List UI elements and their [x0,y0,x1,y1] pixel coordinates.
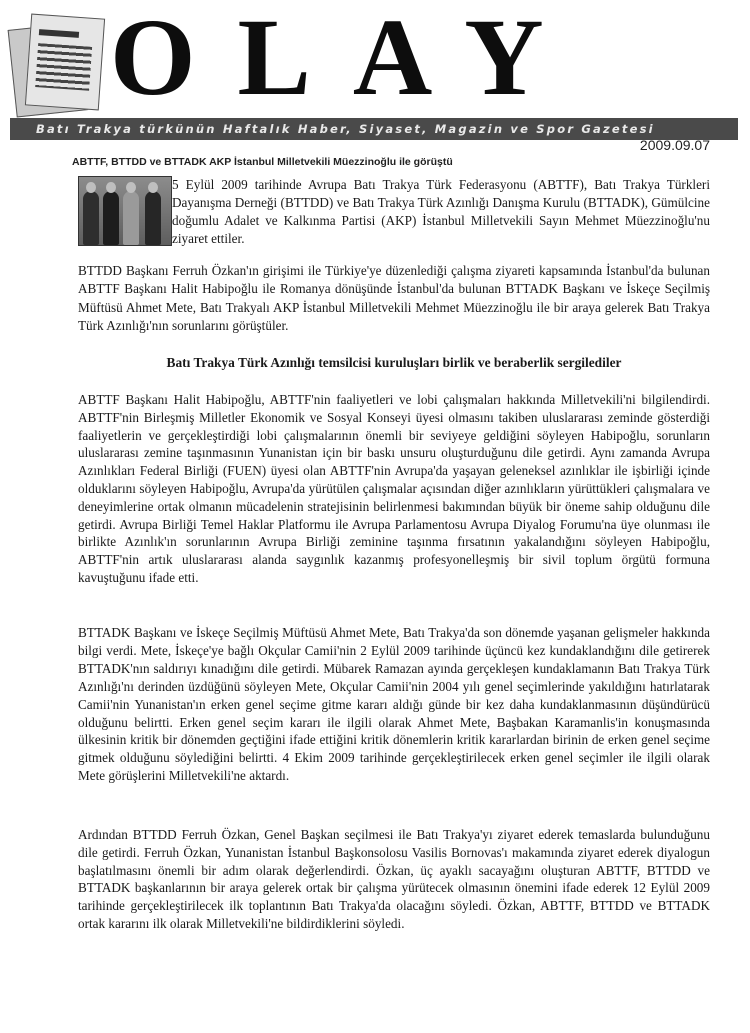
article-subheading: Batı Trakya Türk Azınlığı temsilcisi kuruluşları birlik ve beraberlik sergilediler [166,355,622,370]
publication-date: 2009.09.07 [639,137,710,153]
photo-person [103,191,119,245]
photo-person [123,191,139,245]
article-photo [78,176,172,246]
article-paragraph-3: BTTADK Başkanı ve İskeçe Seçilmiş Müftüsü Ahmet Mete, Batı Trakya'da son dönemde yaşanan gelişmeler hakkında bilgi verdi. Mete, İskeçe'ye bağlı Okçular Camii'nin 2 Eylül 2009 tarihinde üçüncü kez kundaklandığını dile getirerek BTTADK'nın saldırıyı kınadığını dile getirdi. Mübarek Ramazan ayında gerçekleşen kundaklamanın Batı Trakya Türk Azınlığı'nı derinden üzdüğünü söyleyen Mete, Okçular Camii'nin 2004 yılı genel seçimlerinde yakıldığını hatırlatarak Camii'nin Yunanistan'ın erken genel seçime gitme kararı aldığı günde bir kez daha kundaklanmasının düşündürücü olduğunu belirtti. Erken genel seçim kararı ile ilgili olarak Ahmet Mete, Başbakan Karamanlis'in konuşmasında ülkesinin kritik bir dönemden geçtiğini ifade ettiğini kritik dönemlerin kritik kararlardan birinin de erken genel seçime gitmek olduğunu söylediğini belirtti. 4 Ekim 2009 tarihinde gerçekleştirilecek erken genel seçimler ile ilgili olarak Mete görüşlerini Milletvekili'ne aktardı. [78,625,710,784]
article-paragraph-1: BTTDD Başkanı Ferruh Özkan'ın girişimi ile Türkiye'ye düzenlediği çalışma ziyareti kapsamında İstanbul'da bulunan ABTTF Başkanı Halit Habipoğlu ile Romanya dönüşünde İstanbul'da bulunan BTTADK Başkanı ve İskeçe Seçilmiş Müftüsü Ahmet Mete, Batı Trakyalı AKP İstanbul Milletvekili Mehmet Müezzinoğlu ile bir araya gelerek Batı Trakya Türk Azınlığı'nın sorunlarını görüştüler. [78,263,710,333]
photo-person [145,191,161,245]
photo-person [83,191,99,245]
magazine-stack-image [10,12,106,112]
article-headline: ABTTF, BTTDD ve BTTADK AKP İstanbul Milletvekili Müezzinoğlu ile görüştü [72,156,453,168]
magazine-cover-front [25,14,105,111]
article-paragraph-4: Ardından BTTDD Ferruh Özkan, Genel Başkan seçilmesi ile Batı Trakya'yı ziyaret ederek temaslarda bulunduğunu dile getirdi. Ferruh Özkan, Yunanistan İstanbul Başkonsolosu Vasilis Bornovas'ı makamında ziyaret ederek diyalogun başlatılmasını önemli bir adım olarak değerlendirdi. Özkan, üç ayaklı sacayağını oluşturan ABTTF, BTTDD ve BTTADK başkanlarının bir araya gelerek ortak bir çalışma yürütecek olmasının önemini ifade ederek 12 Eylül 2009 tarihinde gerçekleştirilecek ilk toplantının Batı Trakya'da olacağını söyledi. Özkan, ABTTF, BTTDD ve BTTADK ortak kararını ilk olarak Milletvekili'ne bildirdiklerini söyledi. [78,827,710,931]
article-paragraph-2: ABTTF Başkanı Halit Habipoğlu, ABTTF'nin faaliyetleri ve lobi çalışmaları hakkında Milletvekili'ni bilgilendirdi. ABTTF'nin Birleşmiş Milletler Ekonomik ve Sosyal Konseyi üyesi olmasını takiben uluslararası zeminde gösterdiği faaliyetlerin ve gerçekleştirdiği lobi çalışmalarının önemli bir seviyeye geldiğini söyleyen Habipoğlu, sorunların uluslararası zemine taşınmasının Yunanistan için bir baskı unsuru oluşturduğunu dile getirdi. Aynı zamanda Avrupa Azınlıkları Federal Birliği (FUEN) üyesi olan ABTTF'nin Avrupa'da yaşayan geleneksel azınlıklar ile işbirliği içinde olduklarını söyleyen Habipoğlu, Avrupa'da yürütülen çalışmalar açısından diğer azınlıkların yürüttükleri çalışmalara ve deneyimlerine ortak olmanın mücadelenin stratejisinin belirlenmesi bakımından büyük bir öneme sahip olduğunu dile getirdi. Avrupa Birliği Temel Haklar Platformu ile Avrupa Parlamentosu Avrupa Diyalog Forumu'na üye olunması ile birlikte Azınlık'ın sorunlarının Avrupa Birliği zeminine taşınma fırsatının yakalandığını söyleyen Habipoğlu, ABTTF'nin artık uluslararası alanda saygınlık kazanmış profesyonelleşmiş bir sivil toplum örgütü formuna kavuştuğunu ifade etti. [78,392,710,585]
tagline: Batı Trakya türkünün Haftalık Haber, Siyaset, Magazin ve Spor Gazetesi [36,122,655,136]
newspaper-logo: OLAY [110,0,586,118]
tagline-bar [10,118,738,140]
article-lead: 5 Eylül 2009 tarihinde Avrupa Batı Trakya Türk Federasyonu (ABTTF), Batı Trakya Türkleri Dayanışma Derneği (BTTDD) ve Batı Trakya Türk Azınlığı Danışma Kurulu (BTTADK), Gümülcine doğumlu Adalet ve Kalkınma Partisi (AKP) İstanbul Milletvekili Sayın Mehmet Müezzinoğlu'nu ziyaret ettiler. [172,177,710,246]
masthead [10,0,738,136]
